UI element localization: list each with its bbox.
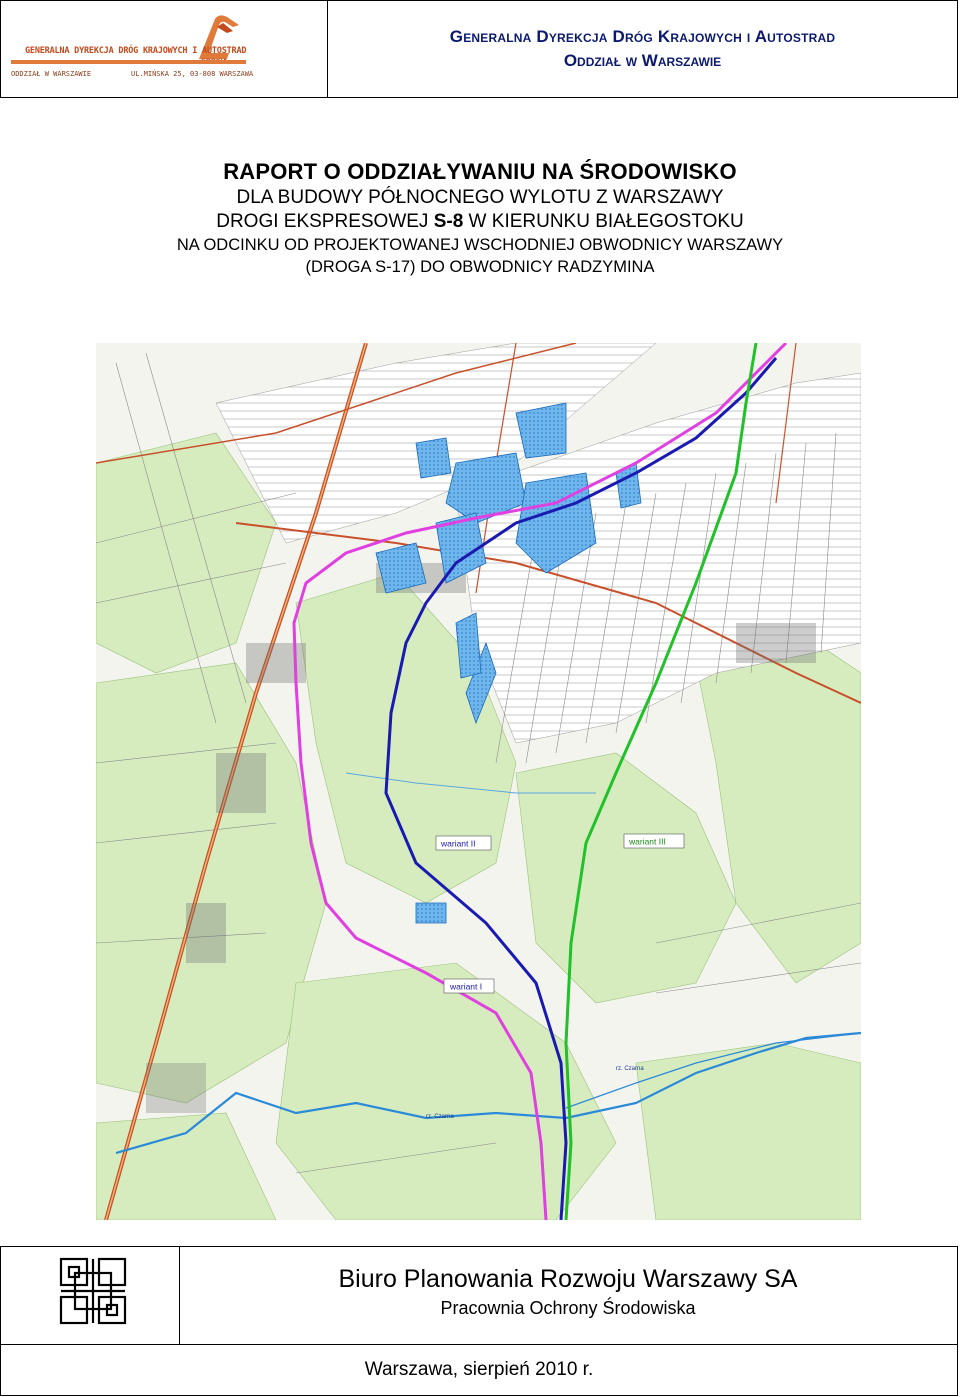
road-code: S-8 bbox=[433, 211, 464, 232]
label-river-2: rz. Czarna bbox=[616, 1066, 644, 1072]
logo-org-text: GENERALNA DYREKCJA DRÓG KRAJOWYCH I AUTOSTRAD bbox=[25, 46, 247, 56]
gddkia-logo bbox=[1, 1, 328, 97]
document-footer bbox=[0, 1246, 958, 1396]
title-main: RAPORT O ODDZIAŁYWANIU NA ŚRODOWISKO bbox=[223, 159, 737, 184]
bprw-logo-icon bbox=[57, 1255, 129, 1327]
label-variant-2: wariant II bbox=[441, 838, 476, 849]
footer-top-row bbox=[1, 1247, 957, 1345]
author-department: Pracownia Ochrony Środowiska bbox=[440, 1298, 696, 1318]
author-org bbox=[179, 1265, 957, 1319]
place-date: Warszawa, sierpień 2010 r. bbox=[364, 1359, 594, 1380]
logo-bar bbox=[11, 60, 246, 64]
title-line-3 bbox=[0, 210, 960, 234]
header-org-branch: Oddział w Warszawie bbox=[563, 51, 722, 70]
logo-address-text: UL.MIŃSKA 25, 03-808 WARSZAWA bbox=[131, 70, 254, 78]
title-line-4: NA ODCINKU OD PROJEKTOWANEJ WSCHODNIEJ OBWODNICY WARSZAWY bbox=[176, 236, 784, 254]
title-line-2: DLA BUDOWY PÓŁNOCNEGO WYLOTU Z WARSZAWY bbox=[236, 187, 724, 208]
label-variant-1: wariant I bbox=[450, 981, 483, 992]
logo-branch-text: ODDZIAŁ W WARSZAWIE bbox=[11, 70, 92, 78]
route-variants-map bbox=[96, 343, 861, 1220]
title-line-5: (DROGA S-17) DO OBWODNICY RADZYMINA bbox=[305, 258, 655, 276]
author-org-name: Biuro Planowania Rozwoju Warszawy SA bbox=[338, 1265, 798, 1293]
label-river-1: rz. Czarna bbox=[426, 1114, 454, 1120]
header-org-name: Generalna Dyrekcja Dróg Krajowych i Autostrad bbox=[449, 27, 836, 46]
bprw-logo-cell bbox=[1, 1247, 180, 1344]
document-header bbox=[0, 0, 958, 98]
header-org bbox=[328, 1, 957, 97]
label-variant-3: wariant III bbox=[629, 836, 666, 847]
report-title bbox=[0, 158, 960, 278]
title-line-3-pre: DROGI EKSPRESOWEJ bbox=[216, 211, 434, 232]
title-line-3-post: W KIERUNKU BIAŁEGOSTOKU bbox=[463, 211, 744, 232]
